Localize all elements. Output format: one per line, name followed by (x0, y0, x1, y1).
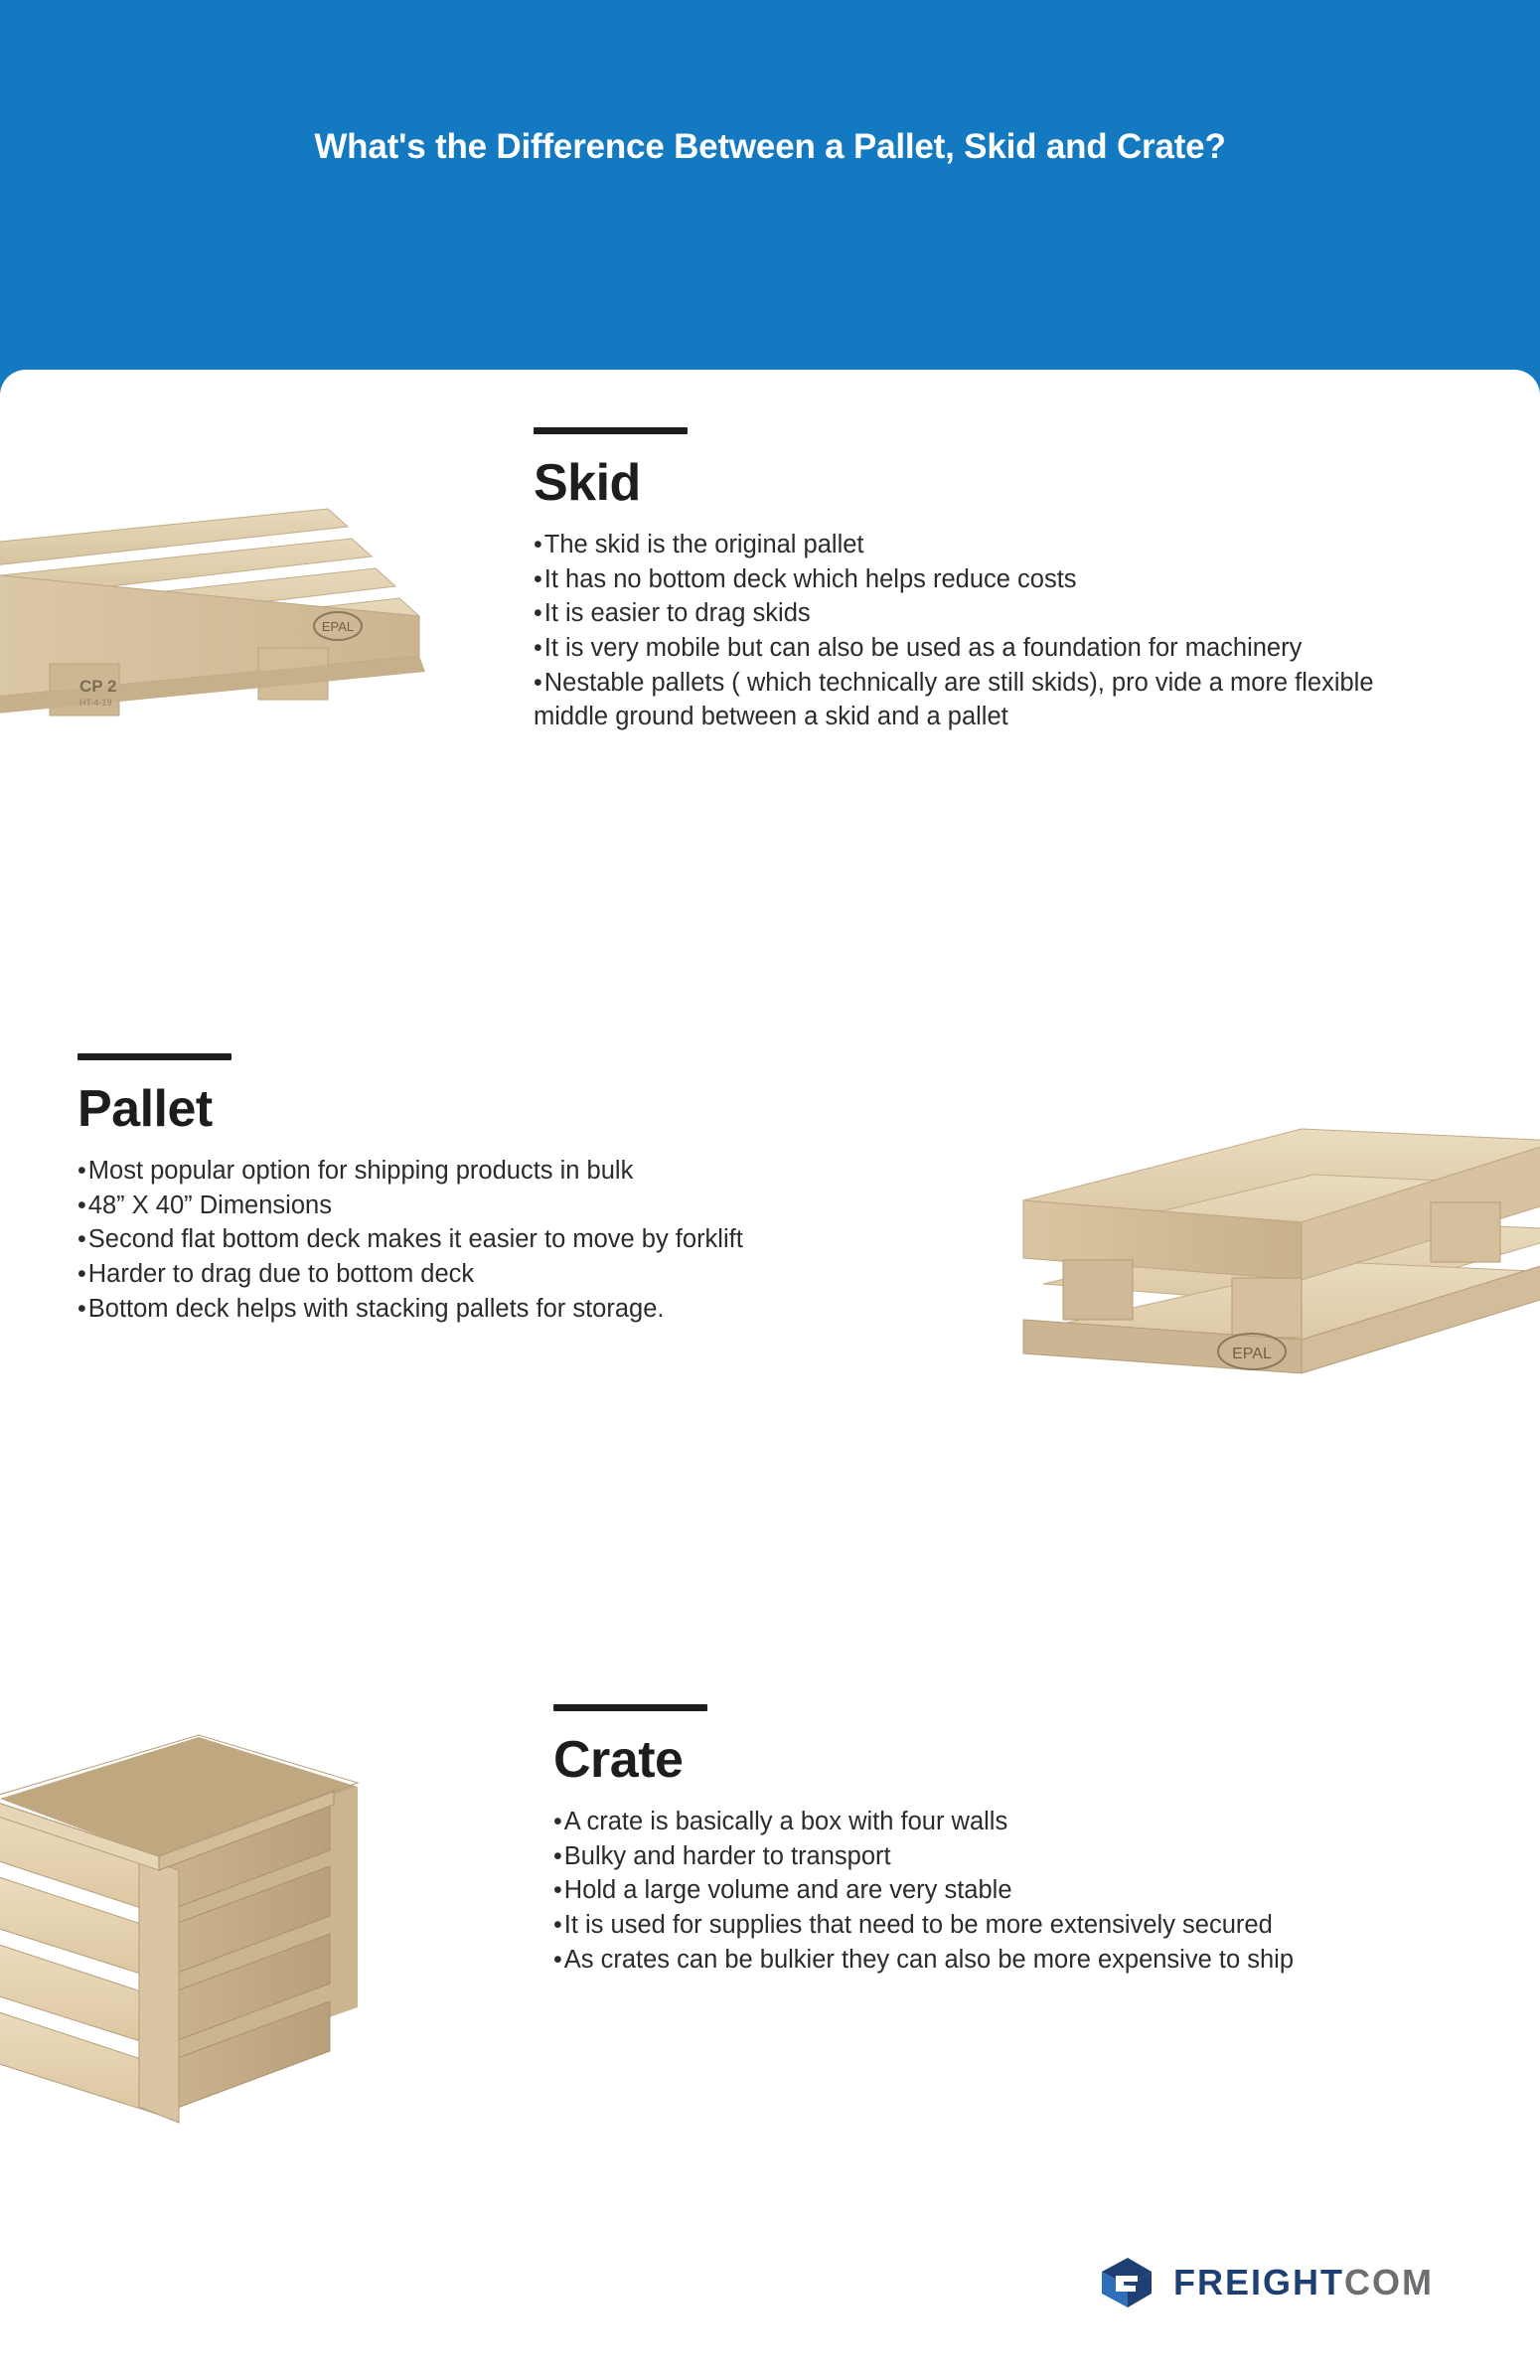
list-item: • It is easier to drag skids (534, 597, 1398, 631)
freightcom-logo-icon (1098, 2254, 1155, 2311)
list-item: • Second flat bottom deck makes it easier to move by forklift (77, 1223, 952, 1257)
skid-image (0, 497, 487, 795)
list-item: • 48” X 40” Dimensions (77, 1190, 952, 1223)
list-item: • A crate is basically a box with four walls (553, 1806, 1448, 1839)
list-item: • It is very mobile but can also be used as a foundation for machinery (534, 632, 1398, 666)
skid-section (534, 427, 1398, 735)
list-item: • As crates can be bulkier they can also be more expensive to ship (553, 1944, 1448, 1978)
pallet-rule (77, 1053, 231, 1060)
skid-bullets (534, 529, 1398, 734)
pallet-title: Pallet (77, 1080, 213, 1138)
list-item: • It has no bottom deck which helps reduce costs (534, 563, 1398, 597)
freightcom-logo-text (1173, 2262, 1434, 2303)
list-item: • Harder to drag due to bottom deck (77, 1258, 952, 1292)
crate-rule (553, 1704, 707, 1711)
crate-section (553, 1704, 1448, 1979)
list-item: • Bottom deck helps with stacking pallets for storage. (77, 1293, 952, 1327)
freightcom-logo (1098, 2254, 1434, 2311)
crate-bullets (553, 1806, 1448, 1979)
list-item: • Nestable pallets ( which technically are still skids), pro vide a more flexible middle ground between a skid and a pallet (534, 667, 1398, 734)
list-item: • Most popular option for shipping products in bulk (77, 1155, 952, 1189)
svg-text:EPAL: EPAL (1232, 1346, 1272, 1362)
svg-text:HT-4-19: HT-4-19 (79, 698, 112, 708)
svg-text:CP 2: CP 2 (79, 677, 117, 696)
list-item: • Bulky and harder to transport (553, 1840, 1448, 1874)
list-item: • Hold a large volume and are very stable (553, 1874, 1448, 1908)
svg-text:EPAL: EPAL (321, 619, 355, 634)
pallet-bullets (77, 1155, 952, 1328)
skid-rule (534, 427, 688, 434)
header-band (0, 0, 1540, 397)
logo-secondary-text: COM (1344, 2262, 1434, 2302)
logo-primary-text: FREIGHT (1173, 2262, 1344, 2302)
pallet-image (1003, 1083, 1540, 1510)
list-item: • The skid is the original pallet (534, 529, 1398, 562)
crate-title: Crate (553, 1731, 684, 1789)
list-item: • It is used for supplies that need to be more extensively secured (553, 1909, 1448, 1943)
skid-title: Skid (534, 454, 641, 512)
page-title: What's the Difference Between a Pallet, Skid and Crate? (314, 127, 1226, 166)
crate-image (0, 1679, 517, 2156)
pallet-section (77, 1053, 952, 1328)
